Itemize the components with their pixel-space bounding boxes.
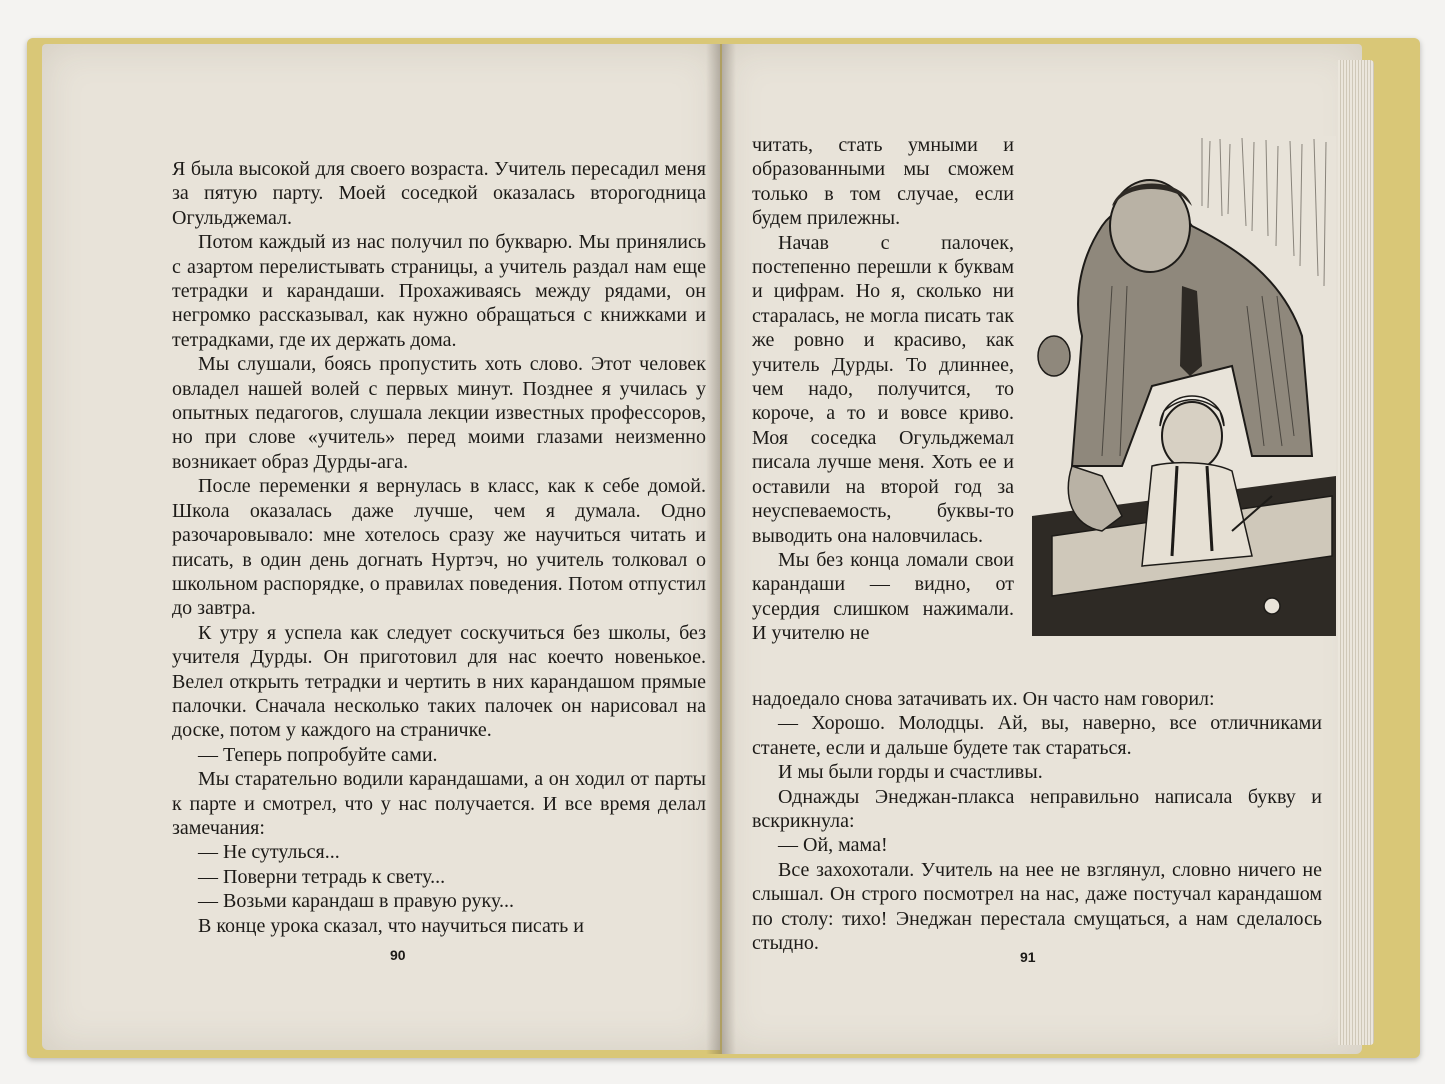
right-page — [722, 44, 1362, 1054]
book-gutter — [706, 44, 736, 1054]
paragraph: Мы слушали, боясь пропустить хоть слово. Этот человек овладел нашей волей с первых минут. Позднее я училась у опытных педагогов, слушала лекции известных профессоров, но при слове «учитель» перед моими глазами неизменно возникает образ Дурды-ага. — [172, 353, 706, 473]
dialogue-line: — Не сутулься... — [198, 841, 340, 864]
paragraph: надоедало снова затачивать их. Он часто нам говорил: — [752, 688, 1215, 710]
page-number-left: 90 — [390, 947, 406, 963]
dialogue-line: — Ой, мама! — [778, 834, 888, 857]
paragraph: читать, стать умными и образованными мы сможем только в том случае, если будем прилежны. — [752, 134, 1014, 230]
left-page — [42, 44, 720, 1050]
paragraph: Потом каждый из нас получил по букварю. Мы принялись с азартом перелистывать страницы, а учитель раздал нам еще тетрадки и карандаши. Прохаживаясь между рядами, он негромко рассказывал, как нужно обращаться с книжками и тетрадками, где их держать дома. — [172, 231, 706, 351]
paragraph: Однажды Энеджан-плакса неправильно написала букву и вскрикнула: — [752, 785, 1322, 833]
paragraph: Я была высокой для своего возраста. Учитель пересадил меня за пятую парту. Моей соседкой оказалась второгодница Огульджемал. — [172, 158, 706, 229]
dialogue-line: — Поверни тетрадь к свету... — [198, 865, 446, 888]
dialogue-line: — Теперь попробуйте сами. — [198, 743, 438, 766]
page-edges — [1338, 60, 1374, 1045]
dialogue-line: — Возьми карандаш в правую руку... — [198, 890, 514, 913]
page-number-right: 91 — [1020, 949, 1036, 965]
paragraph: И мы были горды и счастливы. — [778, 761, 1043, 784]
paragraph: После переменки я вернулась в класс, как к себе домой. Школа оказалась даже лучше, чем я думала. Одно разочаровывало: мне хотелось сразу же научиться читать и писать, в один день догнать Нуртэч, но учитель толковал о школьном распорядке, о правилах поведения. Потом отпустил до завтра. — [172, 475, 706, 620]
teacher-illustration — [1032, 136, 1336, 636]
dialogue-line: — Хорошо. Молодцы. Ай, вы, наверно, все отличниками станете, если и дальше будете так стараться. — [752, 712, 1322, 759]
paragraph: Мы без конца ломали свои карандаши — видно, от усердия слишком нажимали. И учителю не — [752, 548, 1014, 645]
paragraph: Все захохотали. Учитель на нее не взглянул, словно ничего не слышал. Он строго посмотрел на нас, даже постучал карандашом по столу: тихо! Энеджан перестала смущаться, а нам сделалось стыдно. — [752, 858, 1322, 955]
paragraph: К утру я успела как следует соскучиться без школы, без учителя Дурды. Он приготовил для нас коечто новенькое. Велел открыть тетрадки и чертить в них карандашом прямые палочки. Сначала несколько таких палочек он нарисовал на доске, потом у каждого на страничке. — [172, 621, 706, 742]
paragraph: В конце урока сказал, что научиться писать и — [198, 914, 584, 937]
paragraph: Мы старательно водили карандашами, а он ходил от парты к парте и смотрел, что у нас получается. И все время делал замечания: — [172, 768, 706, 839]
left-page-text — [172, 157, 706, 938]
paragraph: Начав с палочек, постепенно перешли к буквам и цифрам. Но я, сколько ни старалась, не могла писать так же ровно и красиво, как учитель Дурды. То длиннее, чем надо, получится, то короче, а то и вовсе криво. Моя соседка Огульджемал писала лучше меня. Хоть ее и оставили на второй год за неуспеваемость, буквы-то выводить она наловчилась. — [752, 231, 1014, 547]
right-page-text-column — [752, 133, 1014, 646]
right-page-text-full — [752, 687, 1322, 955]
